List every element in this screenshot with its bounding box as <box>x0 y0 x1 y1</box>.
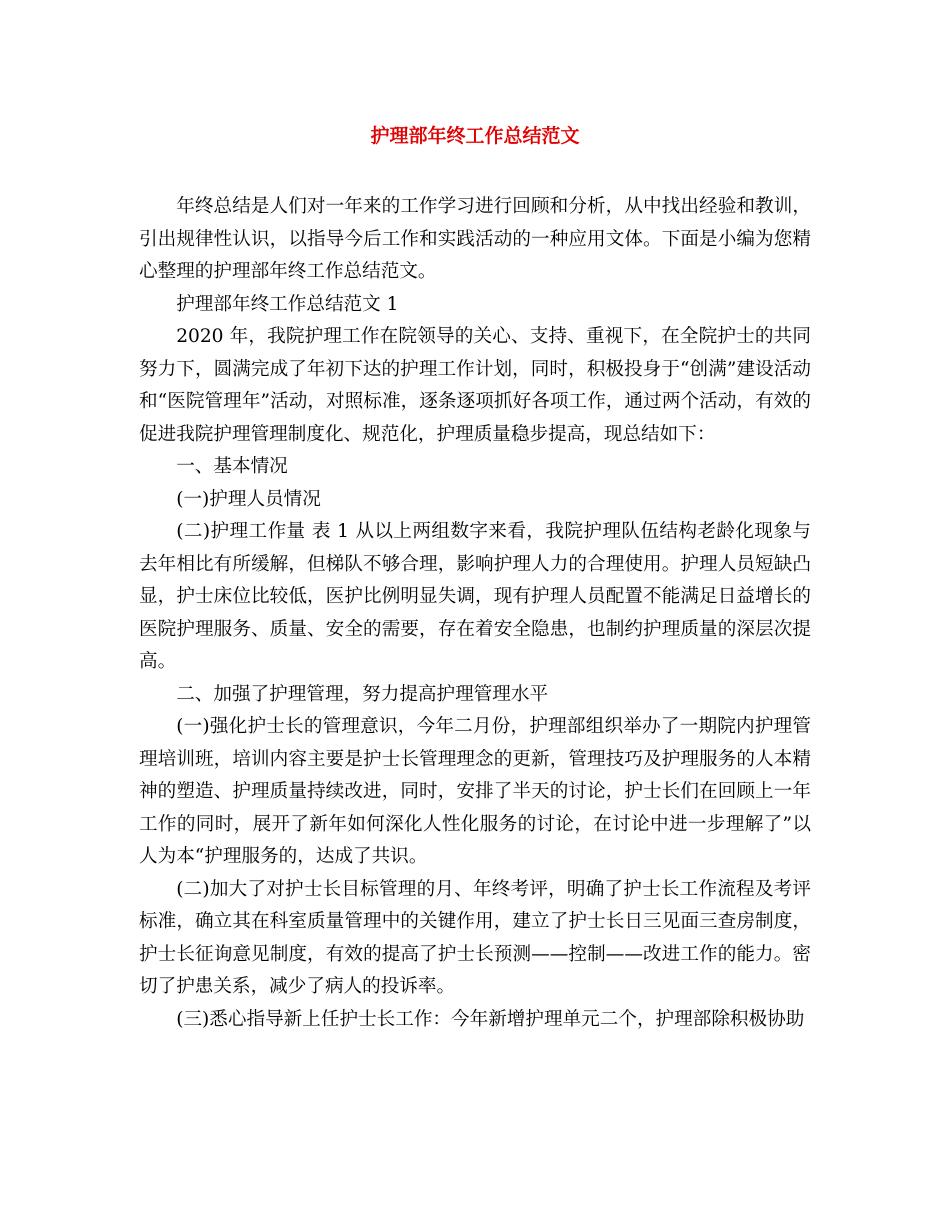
paragraph-new-head-nurse: (三)悉心指导新上任护士长工作：今年新增护理单元二个，护理部除积极协助 <box>176 1008 805 1030</box>
paragraph-overview: 2020 年，我院护理工作在院领导的关心、支持、重视下，在全院护士的共同努力下，圆满完成了年初下达的护理工作计划，同时，积极投身于“创满”建设活动和“医院管理年”活动，对照标准，逐条逐项抓好各项工作，通过两个活动，有效的促进我院护理管理制度化、规范化，护理质量稳步提高，现总结如下： <box>139 326 811 445</box>
section-heading-basic: 一、基本情况 <box>176 456 288 477</box>
paragraph-head-nurse-awareness: (一)强化护士长的管理意识，今年二月份，护理部组织举办了一期院内护理管理培训班，培训内容主要是护士长管理理念的更新，管理技巧及护理服务的人本精神的塑造、护理质量持续改进，同时，安排了半天的讨论，护士长们在回顾上一年工作的同时，展开了新年如何深化人性化服务的讨论，在讨论中进一步理解了”以人为本“护理服务的，达成了共识。 <box>139 716 811 867</box>
paragraph-workload: (二)护理工作量 表 1 从以上两组数字来看，我院护理队伍结构老龄化现象与去年相比有所缓解，但梯队不够合理，影响护理人力的合理使用。护理人员短缺凸显，护士床位比较低，医护比例明显失调，现有护理人员配置不能满足日益增长的医院护理服务、质量、安全的需要，存在着安全隐患，也制约护理质量的深层次提高。 <box>139 521 811 672</box>
paragraph-heading-1: 护理部年终工作总结范文 1 <box>176 293 399 315</box>
paragraph-evaluation: (二)加大了对护士长目标管理的月、年终考评，明确了护士长工作流程及考评标准，确立其在科室质量管理中的关键作用，建立了护士长日三见面三查房制度，护士长征询意见制度，有效的提高了护士长预测——控制——改进工作的能力。密切了护患关系，减少了病人的投诉率。 <box>139 878 811 997</box>
document-title: 护理部年终工作总结范文 <box>370 125 580 147</box>
subsection-staff: (一)护理人员情况 <box>176 488 321 510</box>
document-body <box>139 191 811 1036</box>
section-heading-management: 二、加强了护理管理，努力提高护理管理水平 <box>176 683 549 705</box>
paragraph-intro: 年终总结是人们对一年来的工作学习进行回顾和分析，从中找出经验和教训，引出规律性认识，以指导今后工作和实践活动的一种应用文体。下面是小编为您精心整理的护理部年终工作总结范文。 <box>139 196 811 282</box>
